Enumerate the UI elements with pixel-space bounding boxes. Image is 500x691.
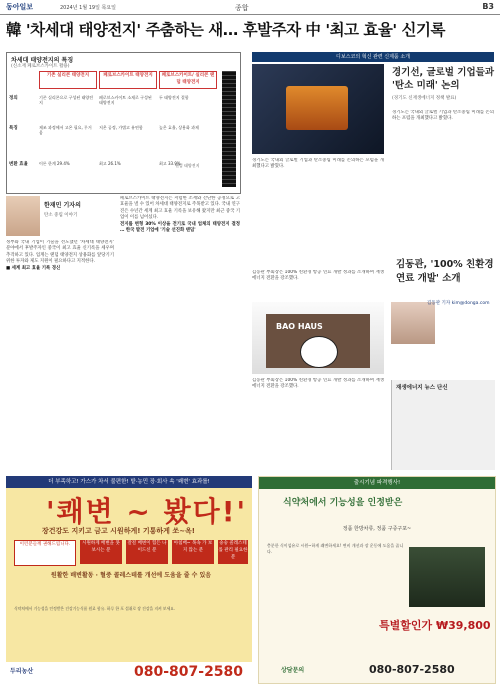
right-body-2: 김동관 부회장은 100% 친환경 항공 연료 개발 성과를 소개하며 재생에너지 전환을 강조했다. — [252, 270, 384, 282]
row-head: 정의 — [9, 96, 18, 101]
solar-cell-table — [6, 52, 241, 194]
table-cell: 두 태양전지 결합 — [159, 95, 189, 100]
table-cell: 최고 26.1% — [99, 161, 121, 166]
reporter-photo — [6, 196, 40, 236]
right-section-title: 디보스코의 혁신 관련 신제품 소개 — [252, 52, 494, 62]
table-cell: 이론 한계 29.4% — [39, 161, 70, 166]
col-head: 기존 실리콘 태양전지 — [39, 71, 97, 89]
health-ad-left[interactable] — [6, 476, 252, 682]
tandem-cell-image — [222, 71, 236, 187]
newspaper-logo: 동아일보 — [6, 3, 34, 11]
ad-benefit: 원활한 배변활동 · 혈중 콜레스테롤 개선에 도움을 줄 수 있음 — [50, 572, 212, 579]
section-label: 종합 — [235, 4, 249, 12]
ad-phone-number[interactable]: 080-807-2580 — [369, 663, 455, 676]
health-ad-right[interactable] — [258, 476, 496, 684]
table-subcaption: (신소재 페로브스카이트 활용) — [11, 64, 70, 69]
right-headline-2: 김동관, '100% 친환경 연료 개발' 소개 — [396, 259, 494, 284]
solar-panel-photo — [252, 64, 384, 154]
ad-price: 특별할인가 ₩39,800 — [379, 619, 491, 632]
ad-top-banner: 출시기념 파격행사! — [259, 477, 495, 489]
person-photo — [391, 302, 435, 344]
table-cell: 기존 실리콘으로 구성된 태양전지 — [39, 95, 94, 105]
ad-badge: 숭숭 콜레스테롤 관리 필요한 분 — [218, 540, 248, 564]
panel-tag: 탠덤 태양전지 — [175, 163, 200, 168]
table-cell: 최고 33.9% — [159, 161, 181, 166]
byline: 김동관 기자 kim@donga.com — [427, 301, 490, 306]
table-cell: 페로브스카이트 소재로 구성된 태양전지 — [99, 95, 152, 105]
right-body-1b: 경기도는 국내외 글로벌 기업과 탄소중립 미래를 논의하는 포럼을 개최했다고 밝혔다. — [392, 110, 494, 122]
ad-tagline: 정품 한방차류, 정품 구증구포~ — [342, 526, 412, 532]
table-cell: 제조 과정에서 고온 필요, 무거움 — [39, 125, 92, 135]
brand-logo: 두리농산 — [10, 668, 34, 675]
ad-subtitle: 장건강도 지키고 금고 시원하게! 기통하게 쏘~옥! — [42, 527, 195, 535]
ad-badge: 아침배~ 목속 가 보지 않는 분 — [172, 540, 214, 564]
ad-badge: 이런분들께 권해드립니다. — [14, 540, 76, 566]
article-subheading: ■ 세계 최고 효율 기록 경신 — [6, 265, 61, 271]
reporter-name: 한재민 기자의 — [44, 202, 81, 209]
ad-big-title: '쾌변 ~ 봤다!' — [46, 495, 248, 528]
ad-phone-number[interactable]: 080-807-2580 — [134, 664, 244, 680]
right-body-3: 김동관 부회장은 100% 친환경 항공 연료 개발 성과를 소개하며 재생에너지 전환을 강조했다. — [252, 378, 384, 390]
article-body-mid — [120, 196, 240, 472]
issue-date: 2024년 1월 19일 목요일 — [60, 5, 117, 11]
right-body-1: 경기도는 국내외 글로벌 기업과 탄소중립 미래를 논의하는 포럼을 개최했다고 밝혔다. — [252, 158, 384, 170]
ad-badge: 시원하게 배변을 못 보시는 분 — [80, 540, 122, 564]
ad-top-banner: 더 부족하고! 가스가 차서 불편한! 밭·농민 장·회사 속 '쾌변' 효과를! — [6, 476, 252, 488]
col-head: 페로브스카이트 태양전지 — [99, 71, 157, 89]
news-brief-box — [391, 380, 495, 470]
brief-title: 재생에너지 뉴스 단신 — [396, 385, 448, 391]
panda-mascot-icon — [300, 336, 338, 368]
table-caption: 차세대 태양전지의 특징 — [11, 57, 74, 64]
ad-footer — [6, 662, 252, 682]
col-head: 페로브스카이트/ 실리콘 탠덤 태양전지 — [159, 71, 217, 89]
pull-quote: 전지를 변형 30% 이상을 전기로 국내 업체의 태양전지 결정 … 한국 발전 기업에 '기술 선진화 탠덤' — [120, 221, 240, 234]
ad-badge: 잘걸 배변이 힘든 나이드신 분 — [126, 540, 168, 564]
article-text: 정부와 국내 기업이 기술을 선도했던 '차세대 태양전지' 분야에서 후발주자인 중국이 최고 효율 신기록을 세우며 추격하고 있다. 업계는 탠덤 태양전지 상용화를 앞당기기 위한 투자와 제도 지원이 필요하다고 지적한다. — [6, 240, 114, 265]
article-text: 페로브스카이트 태양전지는 저렴한 소재와 간단한 공정으로 고효율을 낼 수 있어 차세대 태양전지로 주목받고 있다. 국내 연구진은 수년간 세계 최고 효율 기록을 보유해 왔지만 최근 중국 기업이 이를 넘어섰다. — [120, 196, 240, 221]
article-body-left — [6, 240, 114, 472]
masthead — [0, 0, 500, 15]
table-cell: 높은 효율, 상용화 과제 — [159, 125, 199, 130]
store-photo — [252, 302, 384, 374]
table-cell: 저온 공정, 가볍고 유연함 — [99, 125, 143, 130]
row-head: 변환 효율 — [9, 162, 28, 167]
store-sign: BAO HAUS — [276, 322, 323, 331]
row-head: 특징 — [9, 126, 18, 131]
consult-label: 상담문의 — [281, 667, 305, 674]
product-box-image — [409, 547, 485, 607]
ad-product-text: 충분한 식이섬유로 시원~하게 쾌변하세요! 변비 개선과 장 운동에 도움을 줍니다. — [267, 543, 404, 554]
reporter-column-title: 탄소 중립 이야기 — [44, 213, 78, 218]
main-headline: 韓 '차세대 태양전지' 주춤하는 새… 후발주자 中 '최고 효율' 신기록 — [6, 21, 445, 39]
ad-big-title: 식약처에서 기능성을 인정받은 — [283, 498, 403, 508]
right-sub-1: (경기도 신재생에너지 정책 발표) — [392, 96, 457, 101]
ad-description: 식약처에서 기능성을 인정받은 건강기능식품 원료 함유. 하루 한 포 섭취로 장 건강을 지켜 보세요. — [14, 606, 176, 611]
right-headline-1: 경기선, 글로벌 기업들과 '탄소 미래' 논의 — [392, 67, 494, 91]
page-number: B3 — [482, 2, 494, 11]
